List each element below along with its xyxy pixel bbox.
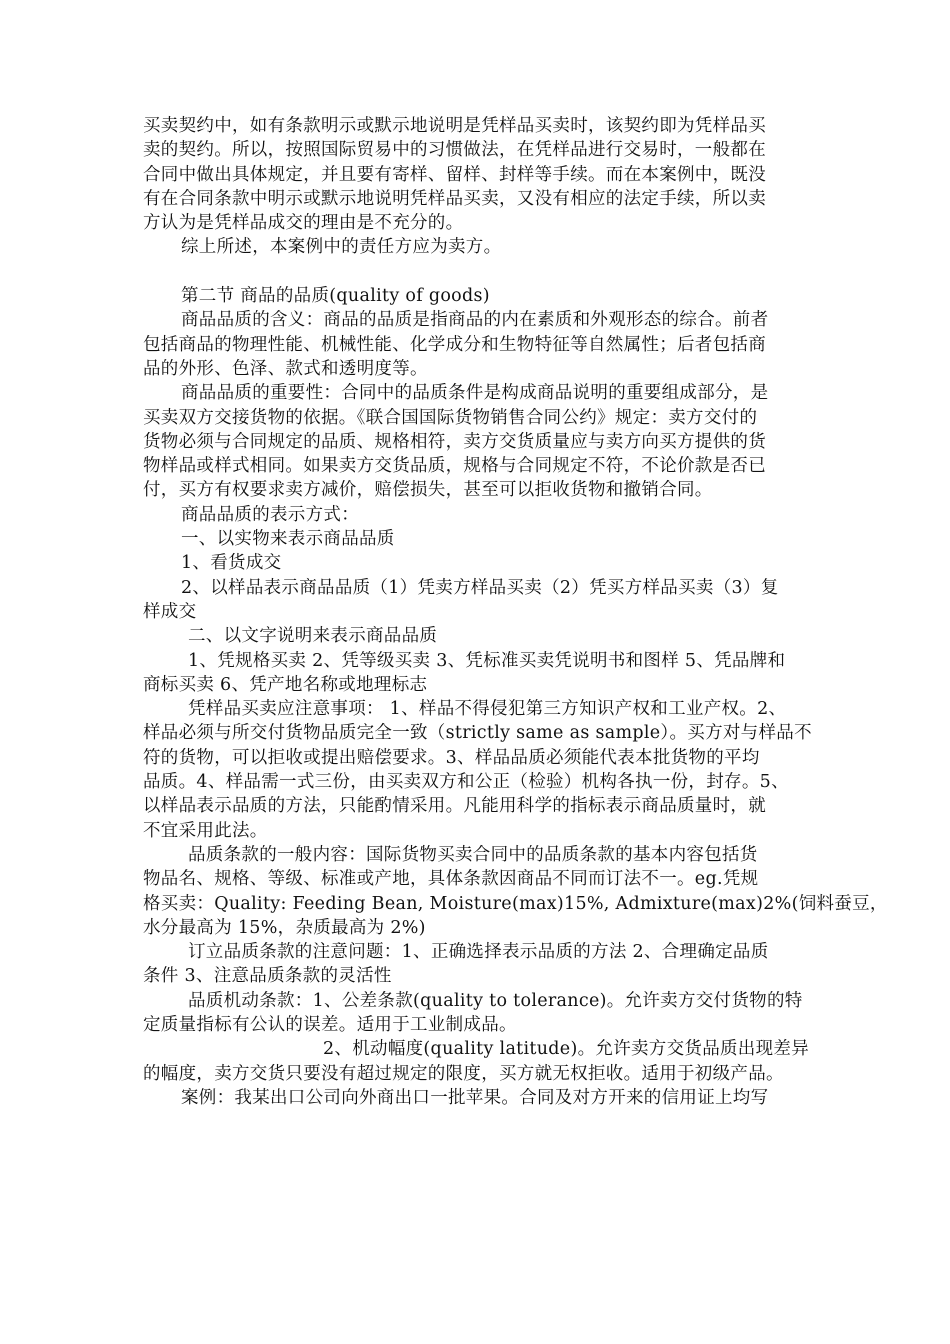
text-line: 符的货物，可以拒收或提出赔偿要求。3、样品品质必须能代表本批货物的平均 (143, 747, 760, 768)
text-line: 1、看货成交 (181, 553, 282, 574)
document-page (143, 114, 888, 1110)
text-line: 综上所述，本案例中的责任方应为卖方。 (181, 237, 502, 258)
text-line: 的幅度，卖方交货只要没有超过规定的限度，买方就无权拒收。适用于初级产品。 (143, 1063, 784, 1084)
text-line: 合同中做出具体规定，并且要有寄样、留样、封样等手续。而在本案例中，既没 (143, 164, 766, 185)
blank-line (143, 260, 809, 284)
text-line: 有在合同条款中明示或默示地说明凭样品买卖，又没有相应的法定手续，所以卖 (143, 188, 766, 209)
text-line: 定质量指标有公认的误差。适用于工业制成品。 (143, 1014, 517, 1035)
text-line: 条件 3、注意品质条款的灵活性 (143, 966, 392, 987)
text-line: 案例：我某出口公司向外商出口一批苹果。合同及对方开来的信用证上均写 (181, 1087, 769, 1108)
text-line: 付，买方有权要求卖方减价，赔偿损失，甚至可以拒收货物和撤销合同。 (143, 480, 713, 501)
text-line: 一、以实物来表示商品品质 (181, 529, 395, 550)
text-line: 样品必须与所交付货物品质完全一致（strictly same as sample）。买方对与样品不 (143, 723, 812, 744)
text-line: 格买卖：Quality: Feeding Bean, Moisture(max)15%, Admixture(max)2%(饲料蚕豆， (143, 893, 888, 914)
text-line: 以样品表示品质的方法，只能酌情采用。凡能用科学的指标表示商品质量时，就 (143, 796, 766, 817)
text-line: 货物必须与合同规定的品质、规格相符，卖方交货质量应与卖方向买方提供的货 (143, 431, 766, 452)
text-line: 2、以样品表示商品品质（1）凭卖方样品买卖（2）凭买方样品买卖（3）复 (181, 577, 779, 598)
text-line: 商品品质的表示方式： (181, 504, 359, 525)
text-line: 商品品质的重要性：合同中的品质条件是构成商品说明的重要组成部分，是 (181, 383, 769, 404)
text-line: 品质机动条款：1、公差条款(quality to tolerance)。允许卖方交付货物的特 (188, 990, 803, 1011)
text-line: 商标买卖 6、凭产地名称或地理标志 (143, 674, 428, 695)
text-line: 第二节 商品的品质(quality of goods) (181, 286, 490, 307)
text-line: 物品名、规格、等级、标准或产地，具体条款因商品不同而订法不一。eg.凭规 (143, 869, 759, 890)
text-line: 买卖双方交接货物的依据。《联合国国际货物销售合同公约》规定：卖方交付的 (143, 407, 758, 428)
text-line: 不宜采用此法。 (143, 820, 268, 841)
text-line: 二、以文字说明来表示商品品质 (188, 626, 438, 647)
text-line: 品质。4、样品需一式三份，由买卖双方和公正（检验）机构各执一份，封存。5、 (143, 772, 789, 793)
text-line: 订立品质条款的注意问题：1、正确选择表示品质的方法 2、合理确定品质 (188, 942, 769, 963)
text-line: 包括商品的物理性能、机械性能、化学成分和生物特征等自然属性；后者包括商 (143, 334, 766, 355)
text-line: 品质条款的一般内容：国际货物买卖合同中的品质条款的基本内容包括货 (188, 844, 758, 865)
text-line: 水分最高为 15%，杂质最高为 2%) (143, 917, 426, 938)
text-line: 方认为是凭样品成交的理由是不充分的。 (143, 213, 464, 234)
text-line: 卖的契约。所以，按照国际贸易中的习惯做法，在凭样品进行交易时，一般都在 (143, 140, 766, 161)
text-line: 凭样品买卖应注意事项： 1、样品不得侵犯第三方知识产权和工业产权。2、 (188, 699, 787, 720)
text-line: 1、凭规格买卖 2、凭等级买卖 3、凭标准买卖凭说明书和图样 5、凭品牌和 (188, 650, 786, 671)
text-line: 品的外形、色泽、款式和透明度等。 (143, 358, 428, 379)
text-line: 商品品质的含义：商品的品质是指商品的内在素质和外观形态的综合。前者 (181, 310, 769, 331)
text-line: 物样品或样式相同。如果卖方交货品质，规格与合同规定不符，不论价款是否已 (143, 456, 766, 477)
text-line: 买卖契约中，如有条款明示或默示地说明是凭样品买卖时，该契约即为凭样品买 (143, 116, 766, 136)
text-line: 样成交 (143, 601, 197, 622)
text-line: 2、机动幅度(quality latitude)。允许卖方交货品质出现差异 (323, 1039, 809, 1060)
